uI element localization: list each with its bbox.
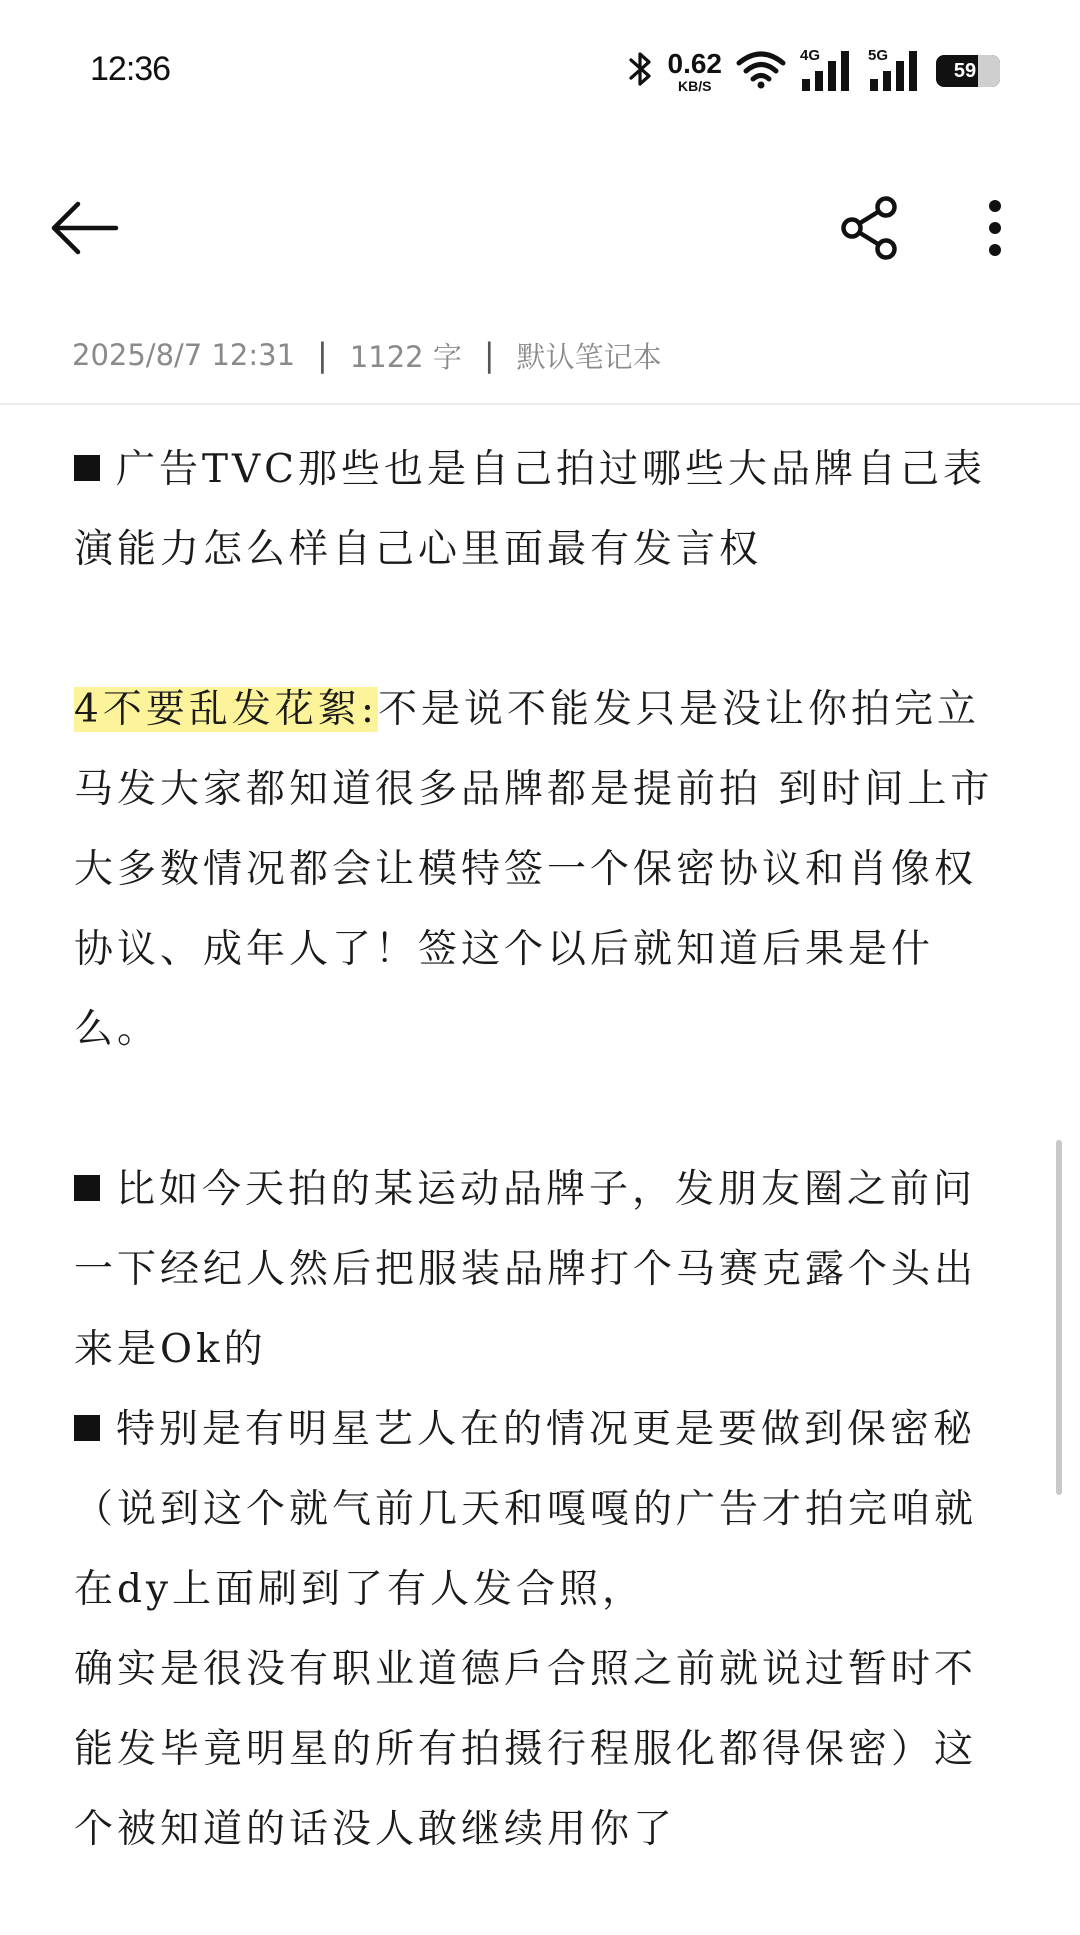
signal-5g-icon (868, 47, 922, 91)
blank-line (74, 590, 1014, 670)
share-icon (838, 195, 902, 265)
paragraph-text: 确实是很没有职业道德戶合照之前就说过暂时不能发毕竟明星的所有拍摄行程服化都得保密）这个被知道的话没人敢继续用你了 (74, 1647, 978, 1852)
net-speed-value: 0.62 (667, 47, 722, 79)
paragraph (74, 1150, 1014, 1390)
meta-separator: | (483, 336, 495, 374)
paragraph-text: 比如今天拍的某运动品牌子，发朋友圈之前问一下经纪人然后把服装品牌打个马赛克露个头出来是Ok的 (74, 1167, 978, 1372)
battery-icon (936, 55, 1000, 87)
paragraph-text: 广告TVC那些也是自己拍过哪些大品牌自己表演能力怎么样自己心里面最有发言权 (74, 447, 987, 572)
blank-line (74, 1070, 1014, 1150)
back-button[interactable] (40, 190, 130, 270)
wifi-icon (736, 49, 786, 93)
paragraph (74, 430, 1014, 590)
paragraph-text: 特别是有明星艺人在的情况更是要做到保密秘（说到这个就气前几天和嘎嘎的广告才拍完咱就在dy上面刷到了有人发合照， (74, 1407, 978, 1612)
paragraph (74, 1630, 1014, 1870)
paragraph-text: 不是说不能发只是没让你拍完立马发大家都知道很多品牌都是提前拍 到时间上市大多数情况都会让模特签一个保密协议和肖像权协议、成年人了！签这个以后就知道后果是什么。 (74, 687, 994, 1052)
more-vertical-icon (987, 198, 1003, 262)
note-content[interactable] (74, 430, 1014, 1870)
note-meta (72, 330, 662, 380)
bluetooth-icon (628, 49, 654, 93)
bullet-square-icon (74, 1415, 100, 1441)
signal-5g-label: 5G (868, 47, 889, 64)
paragraph (74, 1390, 1014, 1630)
note-toolbar (0, 180, 1080, 280)
word-count: 1122 字 (349, 339, 462, 374)
scrollbar-thumb[interactable] (1056, 1140, 1062, 1495)
note-datetime: 2025/8/7 12:31 (72, 338, 296, 372)
status-bar (0, 0, 1080, 150)
more-options-button[interactable] (960, 190, 1030, 270)
status-time: 12:36 (90, 50, 171, 88)
battery-level: 59 (953, 59, 977, 82)
meta-separator: | (317, 336, 328, 374)
signal-4g-label: 4G (800, 47, 821, 64)
net-speed-unit: KB/S (678, 77, 712, 94)
notebook-name[interactable]: 默认笔记本 (516, 339, 662, 374)
signal-4g-icon (800, 47, 854, 91)
highlighted-heading: 4不要乱发花絮: (74, 687, 378, 732)
status-icons (628, 46, 1001, 96)
bullet-square-icon (74, 455, 100, 481)
divider (0, 403, 1080, 405)
bullet-square-icon (74, 1175, 100, 1201)
net-speed (667, 47, 723, 94)
share-button[interactable] (830, 190, 910, 270)
back-arrow-icon (50, 200, 120, 260)
paragraph (74, 670, 1014, 1070)
